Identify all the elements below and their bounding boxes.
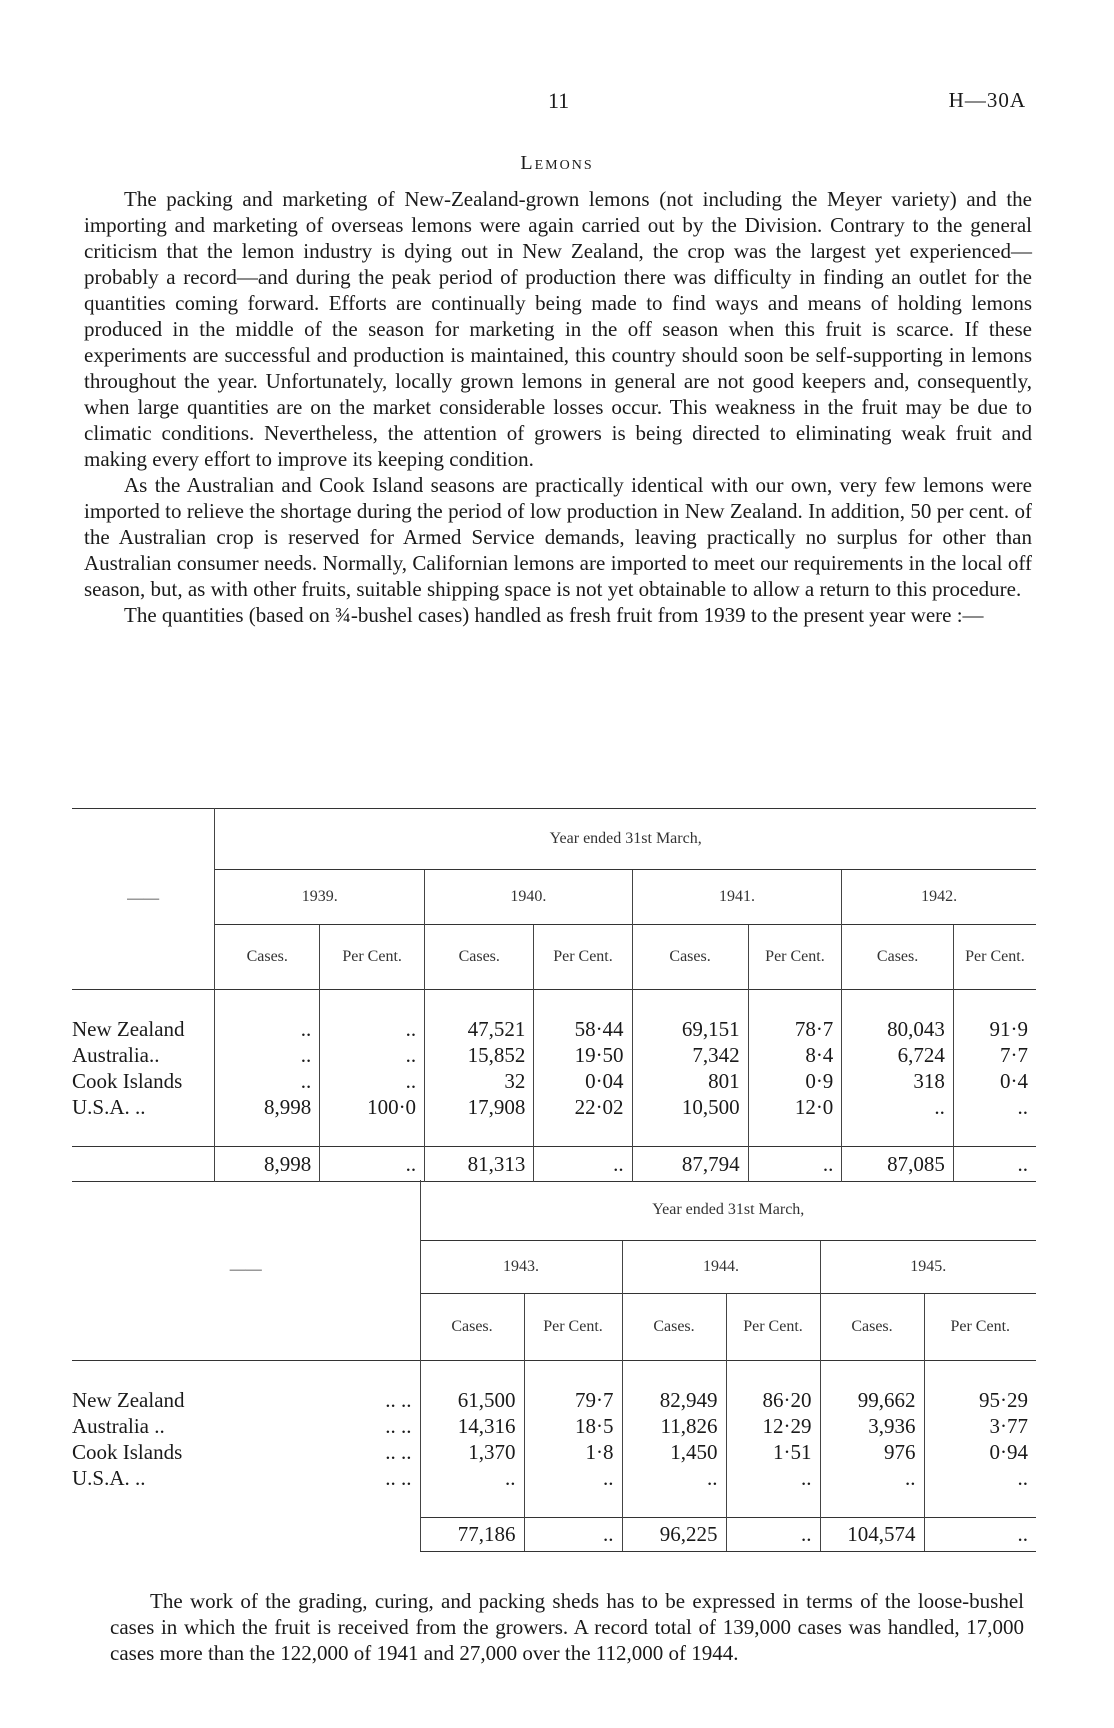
col-header-percent: Per Cent. xyxy=(320,925,425,990)
paragraph: The quantities (based on ¾-bushel cases) handled as fresh fruit from 1939 to the present year were :— xyxy=(124,603,984,627)
document-reference: H—30A xyxy=(948,88,1026,112)
body-text xyxy=(84,186,1032,628)
col-header-percent: Per Cent. xyxy=(534,925,632,990)
year-header: 1943. xyxy=(420,1241,622,1294)
paragraph: As the Australian and Cook Island seasons are practically identical with our own, very few lemons were imported to relieve the shortage during the period of low production in New Zealand. In addition, 50 per cent. of the Australian crop is reserved for Armed Service demands, leaving practically no surplus for other than Australian consumer needs. Normally, Californian lemons are imported to meet our requirements in the local off season, but, as with other fruits, suitable shipping space is not yet obtainable to allow a return to this procedure. xyxy=(84,473,1032,601)
col-header-percent: Per Cent. xyxy=(726,1294,820,1361)
col-header-cases: Cases. xyxy=(632,925,748,990)
table-row: New Zealand .. .. 47,521 58·44 69,151 78·7 80,043 91·9 xyxy=(72,1016,1036,1042)
table-row: Cook Islands .. .. 1,370 1·8 1,450 1·51 976 0·94 xyxy=(72,1439,1036,1465)
section-title: Lemons xyxy=(520,152,594,174)
group-header: Year ended 31st March, xyxy=(215,809,1036,870)
table-stub: —— xyxy=(127,890,160,907)
col-header-cases: Cases. xyxy=(842,925,954,990)
paragraph: The packing and marketing of New-Zealand-grown lemons (not including the Meyer variety) and the importing and marketing of overseas lemons were again carried out by the Division. Contrary to the general criticism that the lemon industry is dying out in New Zealand, the crop was the largest yet experienced—probably a record—and during the peak period of production there was difficulty in finding an outlet for the quantities coming forward. Efforts are continually being made to find ways and means of holding lemons produced in the middle of the season for marketing in the off season when this fruit is scarce. If these experiments are successful and production is maintained, this country should soon be self-supporting in lemons throughout the year. Unfortunately, locally grown lemons in general are not good keepers and, consequently, when large quantities are on the market considerable losses occur. This weakness in the fruit may be due to climatic conditions. Nevertheless, the attention of growers is being directed to eliminating weak fruit and making every effort to improve its keeping condition. xyxy=(84,187,1032,471)
col-header-cases: Cases. xyxy=(622,1294,726,1361)
page-number: 11 xyxy=(548,88,570,113)
group-header: Year ended 31st March, xyxy=(420,1180,1036,1241)
col-header-percent: Per Cent. xyxy=(924,1294,1036,1361)
table-row: Australia.. .. .. 15,852 19·50 7,342 8·4 6,724 7·7 xyxy=(72,1042,1036,1068)
col-header-cases: Cases. xyxy=(820,1294,924,1361)
col-header-percent: Per Cent. xyxy=(953,925,1036,990)
year-header: 1945. xyxy=(820,1241,1036,1294)
totals-row: 77,186 .. 96,225 .. 104,574 .. xyxy=(72,1518,1036,1552)
table-row: New Zealand .. .. 61,500 79·7 82,949 86·20 99,662 95·29 xyxy=(72,1387,1036,1413)
col-header-cases: Cases. xyxy=(420,1294,524,1361)
table-row: U.S.A. .. .. .. .. .. .. .. .. .. xyxy=(72,1465,1036,1491)
table-row: U.S.A. .. 8,998 100·0 17,908 22·02 10,500 12·0 .. .. xyxy=(72,1094,1036,1120)
year-header: 1944. xyxy=(622,1241,820,1294)
page-header xyxy=(0,88,1114,118)
table-row: Australia .. .. .. 14,316 18·5 11,826 12·29 3,936 3·77 xyxy=(72,1413,1036,1439)
col-header-percent: Per Cent. xyxy=(748,925,842,990)
lemon-table-1943-1945 xyxy=(72,1180,1036,1552)
col-header-percent: Per Cent. xyxy=(524,1294,622,1361)
table-row: Cook Islands .. .. 32 0·04 801 0·9 318 0·4 xyxy=(72,1068,1036,1094)
closing-text xyxy=(110,1588,1024,1666)
col-header-cases: Cases. xyxy=(215,925,320,990)
year-header: 1939. xyxy=(215,870,425,925)
paragraph: The work of the grading, curing, and packing sheds has to be expressed in terms of the loose-bushel cases in which the fruit is received from the growers. A record total of 139,000 cases was handled, 17,000 cases more than the 122,000 of 1941 and 27,000 over the 112,000 of 1944. xyxy=(110,1589,1024,1665)
col-header-cases: Cases. xyxy=(425,925,534,990)
year-header: 1940. xyxy=(425,870,633,925)
totals-row: 8,998 .. 81,313 .. 87,794 .. 87,085 .. xyxy=(72,1147,1036,1182)
lemon-table-1939-1942 xyxy=(72,808,1036,1182)
table-stub: —— xyxy=(229,1261,262,1278)
year-header: 1941. xyxy=(632,870,842,925)
year-header: 1942. xyxy=(842,870,1036,925)
